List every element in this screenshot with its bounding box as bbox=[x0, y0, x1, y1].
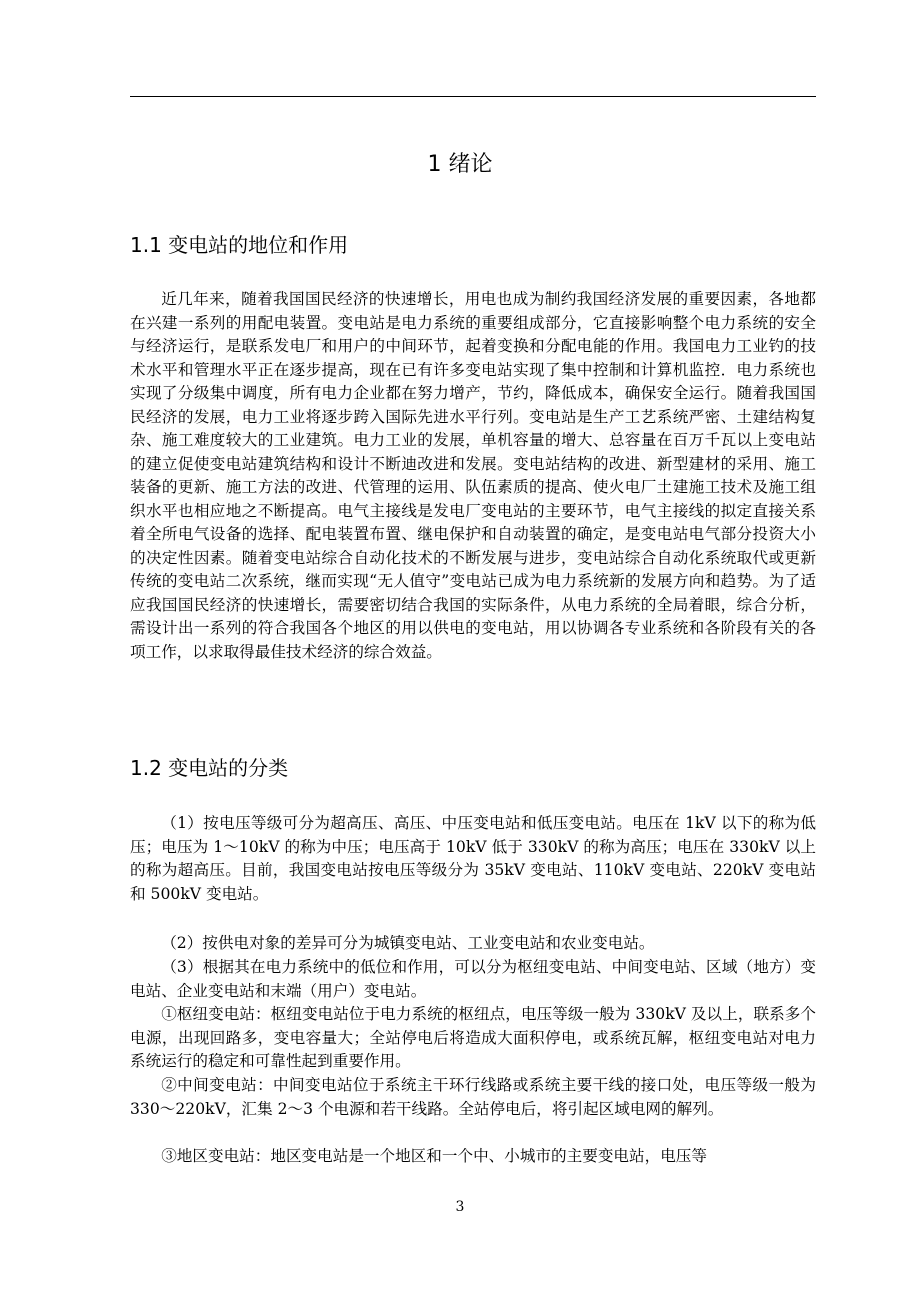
chapter-title: 1 绪论 bbox=[427, 152, 493, 177]
paragraph-station-role: 近几年来，随着我国国民经济的快速增长，用电也成为制约我国经济发展的重要因素，各地都在兴建一系列的用配电装置。变电站是电力系统的重要组成部分，它直接影响整个电力系统的安全与经济运行，是联系发电厂和用户的中间环节，起着变换和分配电能的作用。我国电力工业钓的技术水平和管理水平正在逐步提高，现在已有许多变电站实现了集中控制和计算机监控．电力系统也实现了分级集中调度，所有电力企业都在努力增产，节约，降低成本，确保安全运行。随着我国国民经济的发展，电力工业将逐步跨入国际先进水平行列。变电站是生产工艺系统严密、土建结构复杂、施工难度较大的工业建筑。电力工业的发展，单机容量的增大、总容量在百万千瓦以上变电站的建立促使变电站建筑结构和设计不断迪改进和发展。变电站结构的改进、新型建材的采用、施工装备的更新、施工方法的改进、代管理的运用、队伍素质的提高、使火电厂土建施工技术及施工组织水平也相应地之不断提高。电气主接线是发电厂变电站的主要环节，电气主接线的拟定直接关系着全所电气设备的选择、配电装置布置、继电保护和自动装置的确定，是变电站电气部分投资大小的决定性因素。随着变电站综合自动化技术的不断发展与进步，变电站综合自动化系统取代或更新传统的变电站二次系统，继而实现“无人值守”变电站已成为电力系统新的发展方向和趋势。为了适应我国国民经济的快速增长，需要密切结合我国的实际条件，从电力系统的全局着眼，综合分析，需设计出一系列的符合我国各个地区的用以供电的变电站，用以协调各专业系统和各阶段有关的各项工作，以求取得最佳技术经济的综合效益。 bbox=[130, 290, 816, 661]
header-rule bbox=[130, 96, 816, 97]
page-number: 3 bbox=[455, 1199, 465, 1215]
section-title-1-2: 1.2 变电站的分类 bbox=[130, 756, 289, 780]
paragraph-hub-substation: ①枢纽变电站：枢纽变电站位于电力系统的枢纽点，电压等级一般为 330kV 及以上，联系多个电源，出现回路多，变电容量大；全站停电后将造成大面积停电，或系统瓦解，枢纽变电站对电力系统运行的稳定和可靠性起到重要作用。 bbox=[130, 1005, 816, 1070]
paragraph-voltage-classes: （1）按电压等级可分为超高压、高压、中压变电站和低压变电站。电压在 1kV 以下的称为低压；电压为 1～10kV 的称为中压；电压高于 10kV 低于 330kV 的称为高压；电压在 330kV 以上的称为超高压。目前，我国变电站按电压等级分为 35kV 变电站、110kV 变电站、220kV 变电站和 500kV 变电站。 bbox=[130, 814, 816, 903]
paragraph-regional-substation: ③地区变电站：地区变电站是一个地区和一个中、小城市的主要变电站，电压等 bbox=[161, 1147, 707, 1165]
paragraph-system-position: （3）根据其在电力系统中的低位和作用，可以分为枢纽变电站、中间变电站、区域（地方）变电站、企业变电站和末端（用户）变电站。 bbox=[130, 958, 816, 1000]
paragraph-intermediate-substation: ②中间变电站：中间变电站位于系统主干环行线路或系统主要干线的接口处，电压等级一般为 330～220kV，汇集 2～3 个电源和若干线路。全站停电后，将引起区域电网的解列。 bbox=[130, 1076, 816, 1118]
section-title-1-1: 1.1 变电站的地位和作用 bbox=[130, 233, 349, 257]
paragraph-supply-object: （2）按供电对象的差异可分为城镇变电站、工业变电站和农业变电站。 bbox=[161, 934, 655, 952]
